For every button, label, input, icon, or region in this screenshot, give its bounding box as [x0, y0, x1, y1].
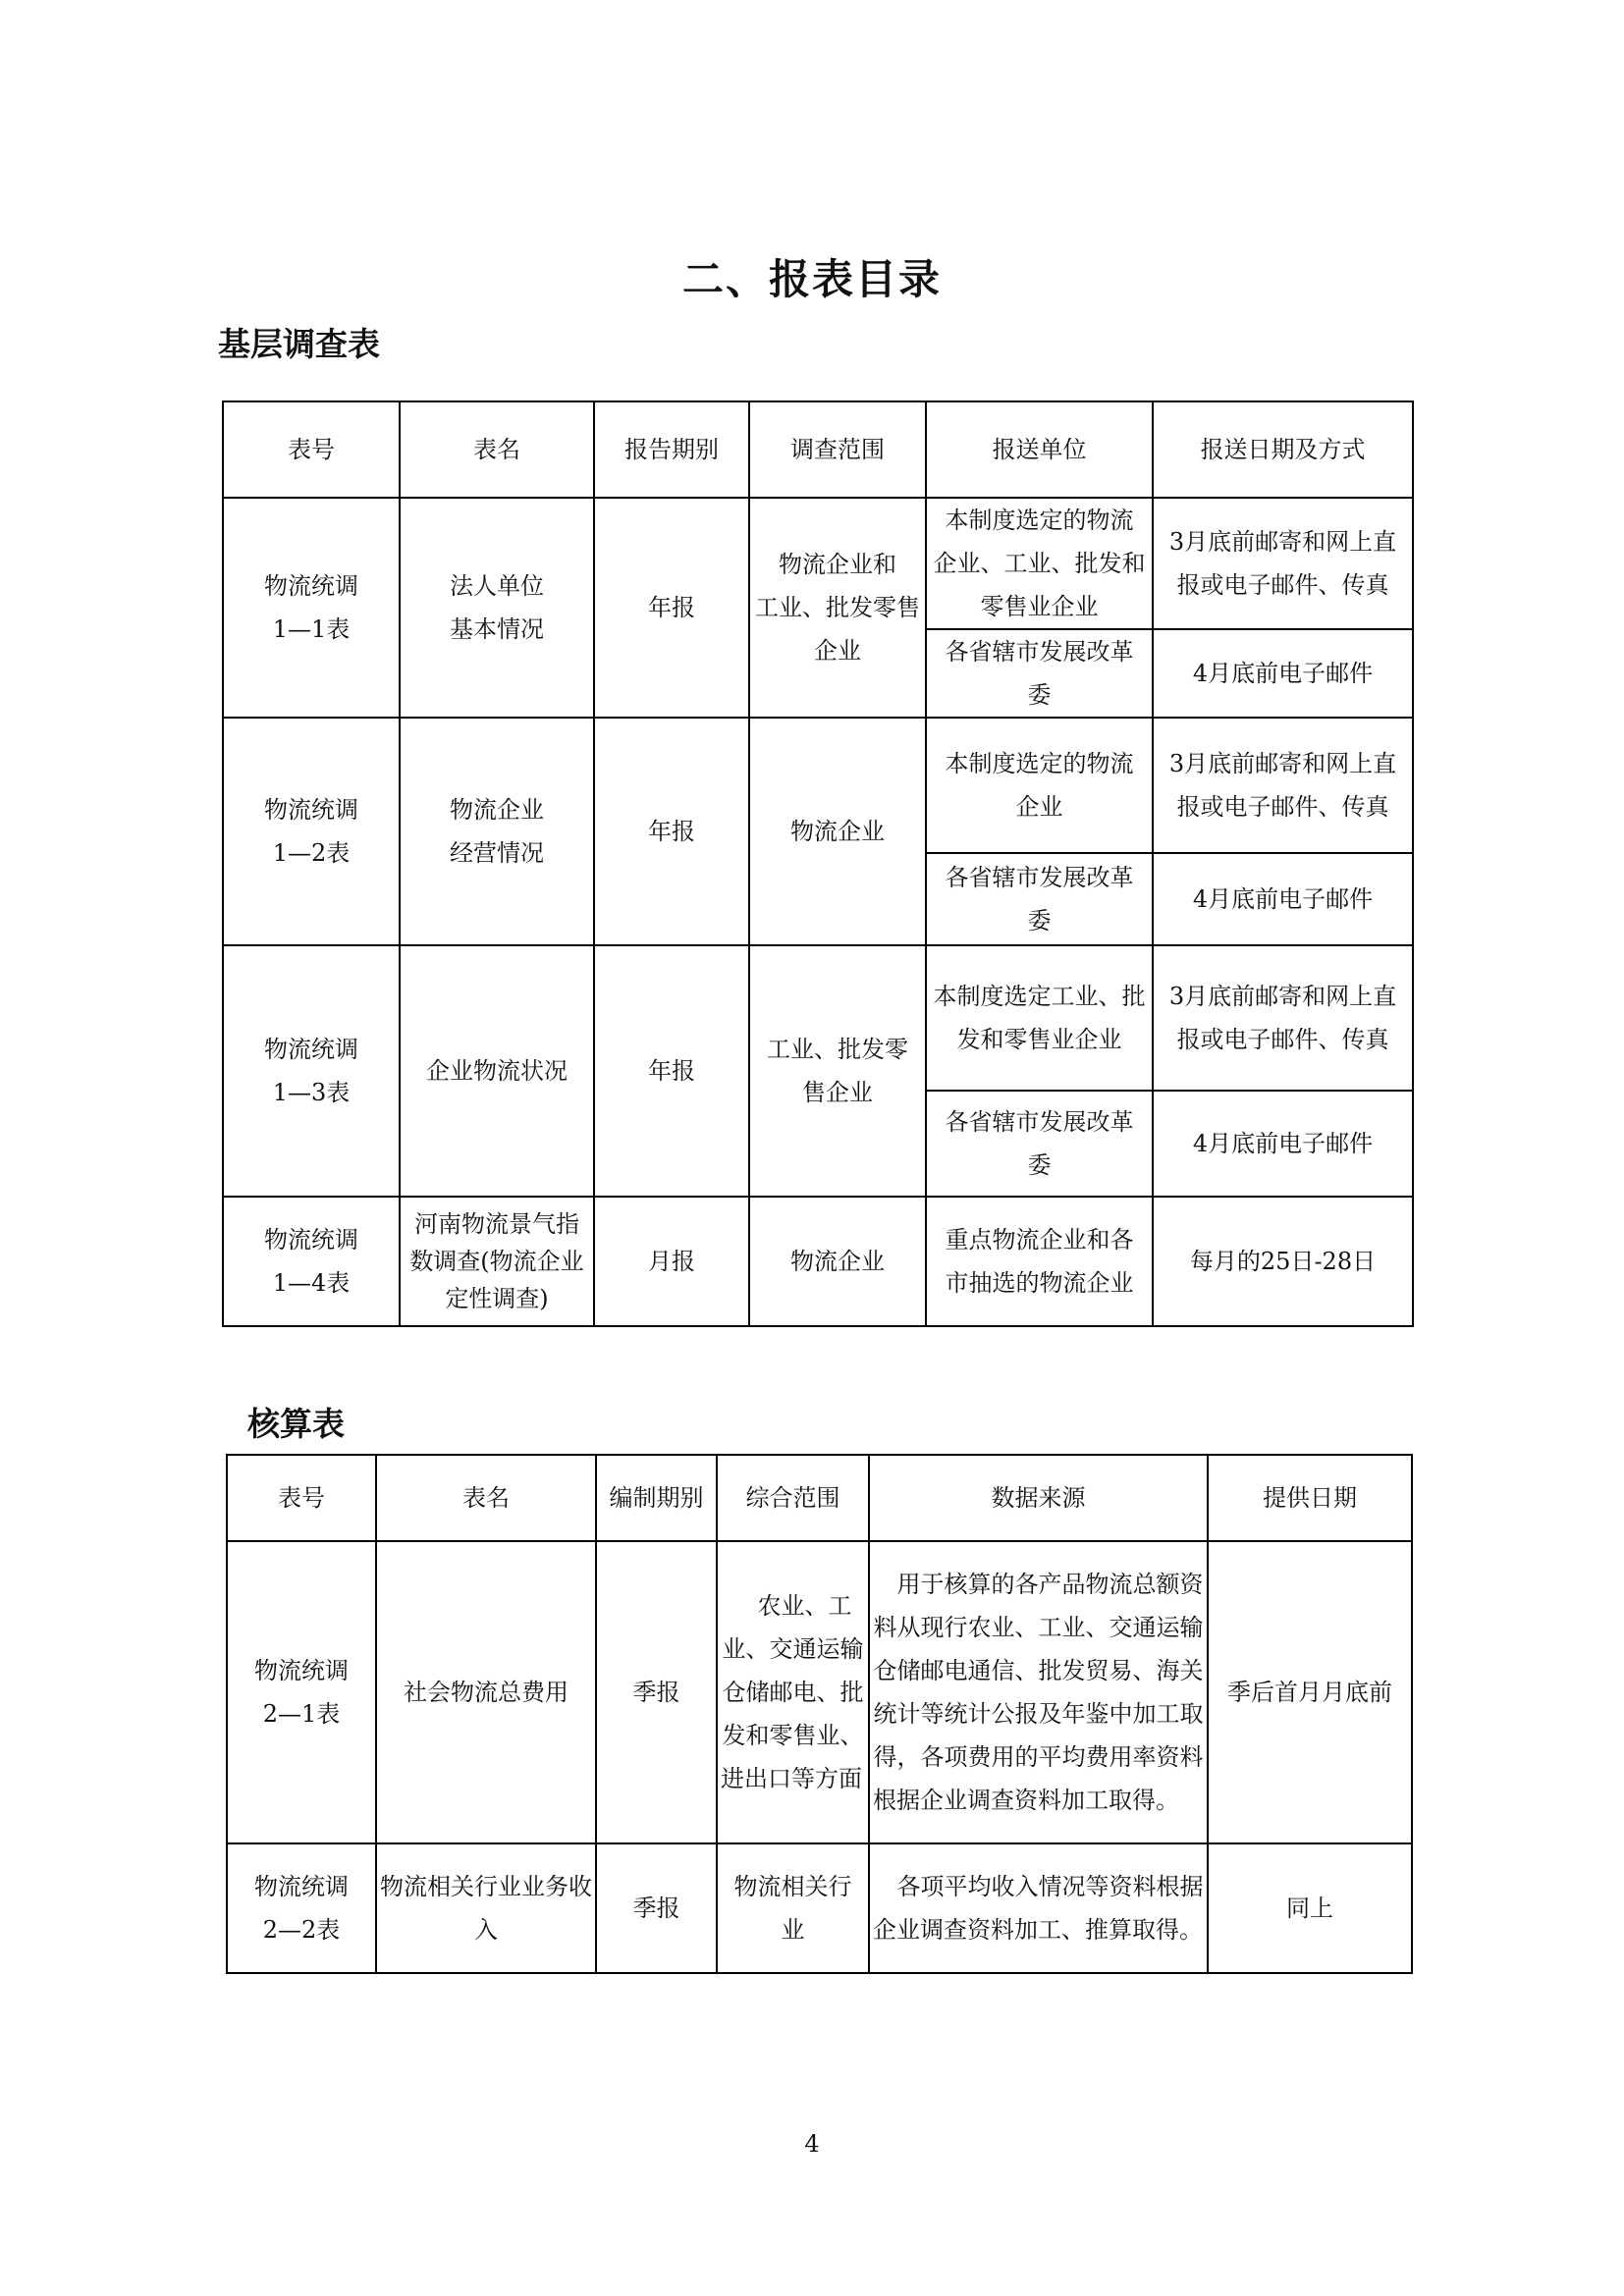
- reporting-unit: 重点物流企业和各 市抽选的物流企业: [926, 1197, 1153, 1326]
- table-name: 社会物流总费用: [376, 1541, 596, 1843]
- survey-scope: 物流企业和 工业、批发零售 企业: [749, 498, 926, 718]
- reporting-unit: 各省辖市发展改革 委: [926, 1091, 1153, 1197]
- table-row: [223, 945, 1413, 1091]
- basic-survey-table: [222, 400, 1414, 1327]
- report-period: 月报: [594, 1197, 749, 1326]
- survey-scope: 工业、批发零 售企业: [749, 945, 926, 1197]
- compile-period: 季报: [596, 1843, 717, 1973]
- table-name: 法人单位 基本情况: [400, 498, 594, 718]
- column-header: 报告期别: [594, 401, 749, 498]
- table-code: 物流统调 2—1表: [227, 1541, 376, 1843]
- section-title-basic: 基层调查表: [218, 325, 380, 363]
- column-header: 数据来源: [869, 1455, 1208, 1541]
- report-date: 每月的25日-28日: [1153, 1197, 1413, 1326]
- table-name: 河南物流景气指 数调查(物流企业 定性调查): [400, 1197, 594, 1326]
- report-date: 4月底前电子邮件: [1153, 853, 1413, 945]
- table-code: 物流统调 1—1表: [223, 498, 400, 718]
- table-header-row: [223, 401, 1413, 498]
- table-code: 物流统调 2—2表: [227, 1843, 376, 1973]
- column-header: 编制期别: [596, 1455, 717, 1541]
- table-row: [227, 1541, 1412, 1843]
- provide-date: 同上: [1208, 1843, 1412, 1973]
- column-header: 表名: [400, 401, 594, 498]
- report-date: 4月底前电子邮件: [1153, 1091, 1413, 1197]
- report-period: 年报: [594, 498, 749, 718]
- table-row: [223, 718, 1413, 853]
- report-period: 年报: [594, 718, 749, 945]
- table-header-row: [227, 1455, 1412, 1541]
- reporting-unit: 本制度选定工业、批 发和零售业企业: [926, 945, 1153, 1091]
- column-header: 调查范围: [749, 401, 926, 498]
- data-source: 各项平均收入情况等资料根据企业调查资料加工、推算取得。: [869, 1843, 1208, 1973]
- compile-period: 季报: [596, 1541, 717, 1843]
- report-period: 年报: [594, 945, 749, 1197]
- coverage-scope: 物流相关行 业: [717, 1843, 869, 1973]
- table-row: [223, 1197, 1413, 1326]
- table-row: [227, 1843, 1412, 1973]
- reporting-unit: 本制度选定的物流 企业、工业、批发和 零售业企业: [926, 498, 1153, 629]
- reporting-unit: 本制度选定的物流 企业: [926, 718, 1153, 853]
- survey-scope: 物流企业: [749, 718, 926, 945]
- column-header: 表名: [376, 1455, 596, 1541]
- coverage-scope: 农业、工业、交通运输仓储邮电、批发和零售业、进出口等方面: [717, 1541, 869, 1843]
- report-date: 4月底前电子邮件: [1153, 629, 1413, 718]
- survey-scope: 物流企业: [749, 1197, 926, 1326]
- report-date: 3月底前邮寄和网上直 报或电子邮件、传真: [1153, 498, 1413, 629]
- table-name: 企业物流状况: [400, 945, 594, 1197]
- data-source: 用于核算的各产品物流总额资料从现行农业、工业、交通运输仓储邮电通信、批发贸易、海关统计等统计公报及年鉴中加工取得，各项费用的平均费用率资料根据企业调查资料加工取得。: [869, 1541, 1208, 1843]
- accounting-table: [226, 1454, 1413, 1974]
- column-header: 表号: [227, 1455, 376, 1541]
- column-header: 提供日期: [1208, 1455, 1412, 1541]
- table-row: [223, 498, 1413, 629]
- table-code: 物流统调 1—3表: [223, 945, 400, 1197]
- table-code: 物流统调 1—2表: [223, 718, 400, 945]
- reporting-unit: 各省辖市发展改革 委: [926, 853, 1153, 945]
- column-header: 综合范围: [717, 1455, 869, 1541]
- column-header: 报送单位: [926, 401, 1153, 498]
- page-number: 4: [804, 2130, 820, 2158]
- table-name: 物流相关行业业务收入: [376, 1843, 596, 1973]
- table-code: 物流统调 1—4表: [223, 1197, 400, 1326]
- page-title: 二、报表目录: [681, 255, 942, 303]
- column-header: 报送日期及方式: [1153, 401, 1413, 498]
- table-name: 物流企业 经营情况: [400, 718, 594, 945]
- column-header: 表号: [223, 401, 400, 498]
- provide-date: 季后首月月底前: [1208, 1541, 1412, 1843]
- section-title-accounting: 核算表: [247, 1405, 345, 1443]
- reporting-unit: 各省辖市发展改革 委: [926, 629, 1153, 718]
- report-date: 3月底前邮寄和网上直 报或电子邮件、传真: [1153, 945, 1413, 1091]
- report-date: 3月底前邮寄和网上直 报或电子邮件、传真: [1153, 718, 1413, 853]
